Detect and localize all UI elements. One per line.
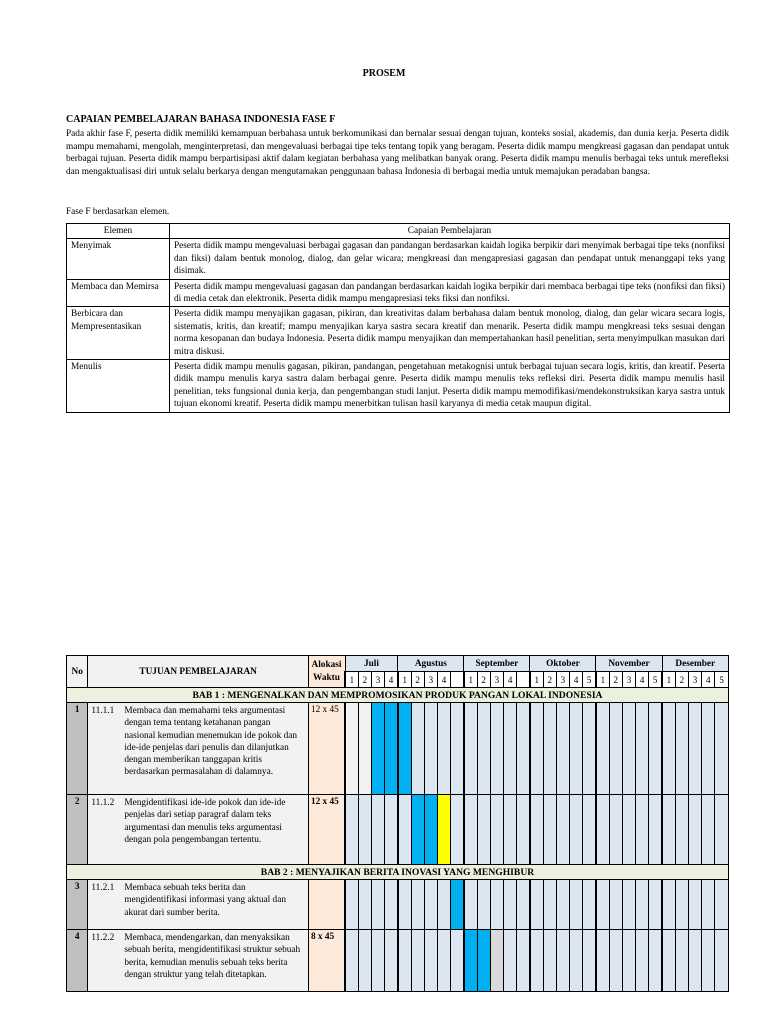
schedule-cell (517, 880, 530, 930)
schedule-cell (385, 930, 398, 992)
schedule-cell (503, 703, 516, 795)
week-cell: 1 (530, 672, 543, 688)
schedule-cell (477, 795, 490, 865)
schedule-cell (398, 795, 411, 865)
elemen-cell: Membaca dan Memirsa (67, 279, 170, 307)
schedule-cell (688, 795, 701, 865)
schedule-cell (636, 795, 649, 865)
schedule-cell (688, 880, 701, 930)
row-number: 2 (67, 795, 88, 865)
schedule-cell (371, 880, 384, 930)
week-cell: 2 (543, 672, 556, 688)
schedule-cell (675, 703, 688, 795)
header-elemen: Elemen (67, 224, 170, 239)
bab-title: BAB 1 : MENGENALKAN DAN MEMPROMOSIKAN PRODUK PANGAN LOKAL INDONESIA (67, 688, 729, 703)
table-row (67, 307, 730, 360)
schedule-cell (385, 703, 398, 795)
schedule-cell (398, 703, 411, 795)
schedule-cell (437, 930, 450, 992)
schedule-cell (556, 703, 569, 795)
tujuan-text: Membaca sebuah teks berita dan mengidentifikasi informasi yang aktual dan akurat dari sumber berita. (124, 883, 286, 918)
schedule-cell (451, 703, 464, 795)
schedule-cell (477, 880, 490, 930)
elemen-cell: Berbicara dan Mempresentasikan (67, 307, 170, 360)
schedule-cell (702, 930, 715, 992)
schedule-cell (517, 930, 530, 992)
schedule-cell (358, 930, 371, 992)
week-cell: 4 (636, 672, 649, 688)
schedule-cell (583, 795, 596, 865)
header-alokasi-line1: Alokasi (311, 659, 342, 670)
schedule-cell (503, 880, 516, 930)
schedule-cell (358, 880, 371, 930)
schedule-cell (464, 795, 477, 865)
table-row (67, 360, 730, 413)
intro-paragraph: Pada akhir fase F, peserta didik memiliki kemampuan berbahasa untuk berkomunikasi dan bernalar sesuai dengan tujuan, konteks sosial, akademis, dan dunia kerja. Peserta didik mampu memahami, mengolah, menginterpretasi, dan mengevaluasi berbagai tipe teks tentang topik yang beragam. Peserta didik mampu mengkreasi gagasan dan pendapat untuk berbagai tujuan. Peserta didik mampu berpartisipasi aktif dalam kegiatan berbahasa yang melibatkan banyak orang. Peserta didik mampu menulis berbagai teks untuk merefleksi dan mengaktualisasi diri untuk selalu berkarya dengan mengutamakan penggunaan bahasa Indonesia di berbagai media untuk memajukan peradaban bangsa. (66, 129, 729, 177)
schedule-cell (503, 795, 516, 865)
tujuan-cell (88, 795, 309, 865)
week-cell: 5 (649, 672, 662, 688)
week-cell: 3 (371, 672, 384, 688)
schedule-cell (596, 930, 609, 992)
schedule-cell (543, 703, 556, 795)
schedule-cell (662, 880, 675, 930)
schedule-cell (556, 880, 569, 930)
schedule-cell (411, 795, 424, 865)
schedule-cell (596, 795, 609, 865)
schedule-cell (715, 930, 729, 992)
tujuan-cell (88, 930, 309, 992)
month-desember: Desember (662, 656, 728, 672)
schedule-cell (570, 795, 583, 865)
week-cell: 1 (345, 672, 358, 688)
schedule-cell (583, 880, 596, 930)
schedule-cell (622, 880, 635, 930)
schedule-cell (411, 930, 424, 992)
table-header-row (67, 224, 730, 239)
capaian-cell: Peserta didik mampu menulis gagasan, pikiran, pandangan, pengetahuan metakognisi untuk berbagai tujuan secara logis, kritis, dan kreatif. Peserta didik mampu menulis karya sastra dalam berbagai genre. Peserta didik mampu menulis teks refleksi diri. Peserta didik mampu menulis hasil penelitian, teks fungsional dunia kerja, dan pengembangan studi lanjut. Peserta didik mampu memodifikasi/mendekonstruksikan karya sastra untuk tujuan ekonomi kreatif. Peserta didik mampu menerbitkan tulisan hasil karyanya di media cetak maupun digital. (170, 360, 730, 413)
schedule-cell (371, 930, 384, 992)
schedule-cell (530, 795, 543, 865)
schedule-cell (437, 795, 450, 865)
schedule-cell (675, 930, 688, 992)
schedule-cell (490, 703, 503, 795)
schedule-cell (477, 703, 490, 795)
header-tujuan: TUJUAN PEMBELAJARAN (88, 656, 309, 688)
week-cell: 2 (358, 672, 371, 688)
schedule-cell (636, 880, 649, 930)
alokasi-cell: 12 x 45 (308, 795, 345, 865)
schedule-cell (517, 795, 530, 865)
schedule-cell (622, 930, 635, 992)
schedule-cell (609, 880, 622, 930)
week-cell: 2 (411, 672, 424, 688)
elemen-cell: Menyimak (67, 239, 170, 279)
schedule-cell (543, 930, 556, 992)
schedule-cell (411, 703, 424, 795)
capaian-cell: Peserta didik mampu menyajikan gagasan, pikiran, dan kreativitas dalam berbahasa dalam bentuk monolog, dialog, dan gelar wicara secara logis, sistematis, kritis, dan kreatif; mampu menyajikan karya sastra secara kreatif dan menarik. Peserta didik mampu mengkreasi teks sesuai dengan norma kesopanan dan budaya Indonesia. Peserta didik mampu menyajikan dan mempertahankan hasil penelitian, serta menyimpulkan masukan dari mitra diskusi. (170, 307, 730, 360)
schedule-cell (503, 930, 516, 992)
week-cell: 5 (715, 672, 729, 688)
schedule-cell (517, 703, 530, 795)
cp-heading: CAPAIAN PEMBELAJARAN BAHASA INDONESIA FASE F (66, 114, 336, 125)
schedule-cell (345, 880, 358, 930)
schedule-cell (424, 880, 437, 930)
tujuan-text: Membaca, mendengarkan, dan menyaksikan sebuah berita, mengidentifikasi struktur sebuah berita, kemudian menulis sebuah teks berita dengan struktur yang telah ditetapkan. (124, 933, 301, 980)
schedule-cell (570, 880, 583, 930)
schedule-cell (490, 795, 503, 865)
row-number: 3 (67, 880, 88, 930)
schedule-cell (358, 703, 371, 795)
schedule-cell (543, 880, 556, 930)
schedule-cell (662, 703, 675, 795)
schedule-cell (490, 930, 503, 992)
header-capaian: Capaian Pembelajaran (170, 224, 730, 239)
schedule-cell (688, 930, 701, 992)
row-number: 4 (67, 930, 88, 992)
tujuan-text: Mengidentifikasi ide-ide pokok dan ide-ide penjelas dari setiap paragraf dalam teks argumentasi dan menulis teks argumentasi dengan pola pengembangan tertentu. (124, 798, 286, 845)
week-cell: 3 (424, 672, 437, 688)
schedule-cell (609, 930, 622, 992)
week-cell: 4 (437, 672, 450, 688)
table-row (67, 239, 730, 279)
schedule-cell (464, 703, 477, 795)
schedule-cell (715, 880, 729, 930)
schedule-cell (398, 880, 411, 930)
schedule-cell (715, 795, 729, 865)
week-cell: 3 (622, 672, 635, 688)
schedule-cell (437, 880, 450, 930)
week-cell: 4 (702, 672, 715, 688)
month-november: November (596, 656, 662, 672)
week-cell: 1 (662, 672, 675, 688)
tujuan-text: Membaca dan memahami teks argumentasi dengan tema tentang ketahanan pangan nasional kemudian menemukan ide pokok dan ide-ide penjelas dari penulis dan dilanjutkan dengan memberikan tanggapan kritis berdasarkan permasalahan di dalamnya. (124, 706, 298, 778)
week-cell: 1 (596, 672, 609, 688)
month-header-row (67, 656, 729, 672)
header-alokasi (308, 656, 345, 688)
elemen-cell: Menulis (67, 360, 170, 413)
schedule-cell (622, 795, 635, 865)
table-row (67, 279, 730, 307)
schedule-cell (662, 930, 675, 992)
schedule-cell (702, 703, 715, 795)
week-cell: 4 (570, 672, 583, 688)
bab-row (67, 865, 729, 880)
schedule-cell (675, 795, 688, 865)
schedule-cell (570, 930, 583, 992)
schedule-cell (451, 880, 464, 930)
schedule-cell (675, 880, 688, 930)
schedule-cell (649, 795, 662, 865)
prosem-table (66, 655, 729, 992)
schedule-cell (385, 880, 398, 930)
capaian-cell: Peserta didik mampu mengevaluasi berbagai gagasan dan pandangan berdasarkan kaidah logika berpikir dari menyimak berbagai tipe teks (nonfiksi dan fiksi) dalam bentuk monolog, dialog, dan gelar wicara; mengkreasi dan mengapresiasi gagasan dan pendapat untuk menanggapi teks yang disimak. (170, 239, 730, 279)
tujuan-row (67, 930, 729, 992)
schedule-cell (649, 930, 662, 992)
schedule-cell (345, 703, 358, 795)
week-cell (451, 672, 464, 688)
schedule-cell (702, 880, 715, 930)
schedule-cell (451, 930, 464, 992)
schedule-cell (530, 930, 543, 992)
tujuan-code: 11.1.2 (91, 798, 115, 808)
month-september: September (464, 656, 530, 672)
schedule-cell (556, 930, 569, 992)
schedule-cell (424, 795, 437, 865)
tujuan-row (67, 880, 729, 930)
alokasi-cell (308, 880, 345, 930)
header-no: No (67, 656, 88, 688)
row-number: 1 (67, 703, 88, 795)
schedule-cell (636, 703, 649, 795)
schedule-cell (358, 795, 371, 865)
week-cell: 1 (398, 672, 411, 688)
tujuan-cell (88, 703, 309, 795)
page-title: PROSEM (362, 68, 406, 79)
schedule-cell (583, 703, 596, 795)
week-cell: 2 (675, 672, 688, 688)
schedule-cell (688, 703, 701, 795)
tujuan-cell (88, 880, 309, 930)
schedule-cell (345, 795, 358, 865)
tujuan-code: 11.2.1 (91, 883, 115, 893)
schedule-cell (490, 880, 503, 930)
schedule-cell (715, 703, 729, 795)
tujuan-code: 11.1.1 (91, 706, 115, 716)
schedule-cell (543, 795, 556, 865)
schedule-cell (649, 703, 662, 795)
month-agustus: Agustus (398, 656, 464, 672)
header-alokasi-line2: Waktu (313, 672, 340, 683)
alokasi-cell: 12 x 45 (308, 703, 345, 795)
schedule-cell (583, 930, 596, 992)
week-cell: 4 (503, 672, 516, 688)
schedule-cell (371, 703, 384, 795)
bab-row (67, 688, 729, 703)
schedule-cell (411, 880, 424, 930)
schedule-cell (662, 795, 675, 865)
schedule-cell (636, 930, 649, 992)
tujuan-code: 11.2.2 (91, 933, 115, 943)
schedule-cell (464, 880, 477, 930)
week-cell: 3 (688, 672, 701, 688)
tujuan-row (67, 703, 729, 795)
schedule-cell (596, 703, 609, 795)
week-cell: 5 (583, 672, 596, 688)
week-cell: 2 (477, 672, 490, 688)
bab-title: BAB 2 : MENYAJIKAN BERITA INOVASI YANG MENGHIBUR (67, 865, 729, 880)
schedule-cell (570, 703, 583, 795)
week-cell: 4 (385, 672, 398, 688)
capaian-table (66, 223, 730, 413)
month-oktober: Oktober (530, 656, 596, 672)
fase-line: Fase F berdasarkan elemen. (66, 207, 170, 217)
schedule-cell (385, 795, 398, 865)
tujuan-row (67, 795, 729, 865)
schedule-cell (477, 930, 490, 992)
schedule-cell (556, 795, 569, 865)
schedule-cell (451, 795, 464, 865)
schedule-cell (464, 930, 477, 992)
schedule-cell (702, 795, 715, 865)
schedule-cell (424, 703, 437, 795)
schedule-cell (609, 795, 622, 865)
week-cell: 3 (490, 672, 503, 688)
schedule-cell (530, 703, 543, 795)
schedule-cell (596, 880, 609, 930)
month-juli: Juli (345, 656, 398, 672)
schedule-cell (622, 703, 635, 795)
alokasi-cell: 8 x 45 (308, 930, 345, 992)
capaian-cell: Peserta didik mampu mengevaluasi gagasan dan pandangan berdasarkan kaidah logika berpikir dari membaca berbagai tipe teks (nonfiksi dan fiksi) di media cetak dan elektronik. Peserta didik mampu mengapresiasi teks fiksi dan nonfiksi. (170, 279, 730, 307)
week-cell: 2 (609, 672, 622, 688)
schedule-cell (345, 930, 358, 992)
schedule-cell (437, 703, 450, 795)
schedule-cell (371, 795, 384, 865)
week-cell (517, 672, 530, 688)
schedule-cell (398, 930, 411, 992)
schedule-cell (609, 703, 622, 795)
schedule-cell (649, 880, 662, 930)
schedule-cell (530, 880, 543, 930)
schedule-cell (424, 930, 437, 992)
week-cell: 3 (556, 672, 569, 688)
week-cell: 1 (464, 672, 477, 688)
